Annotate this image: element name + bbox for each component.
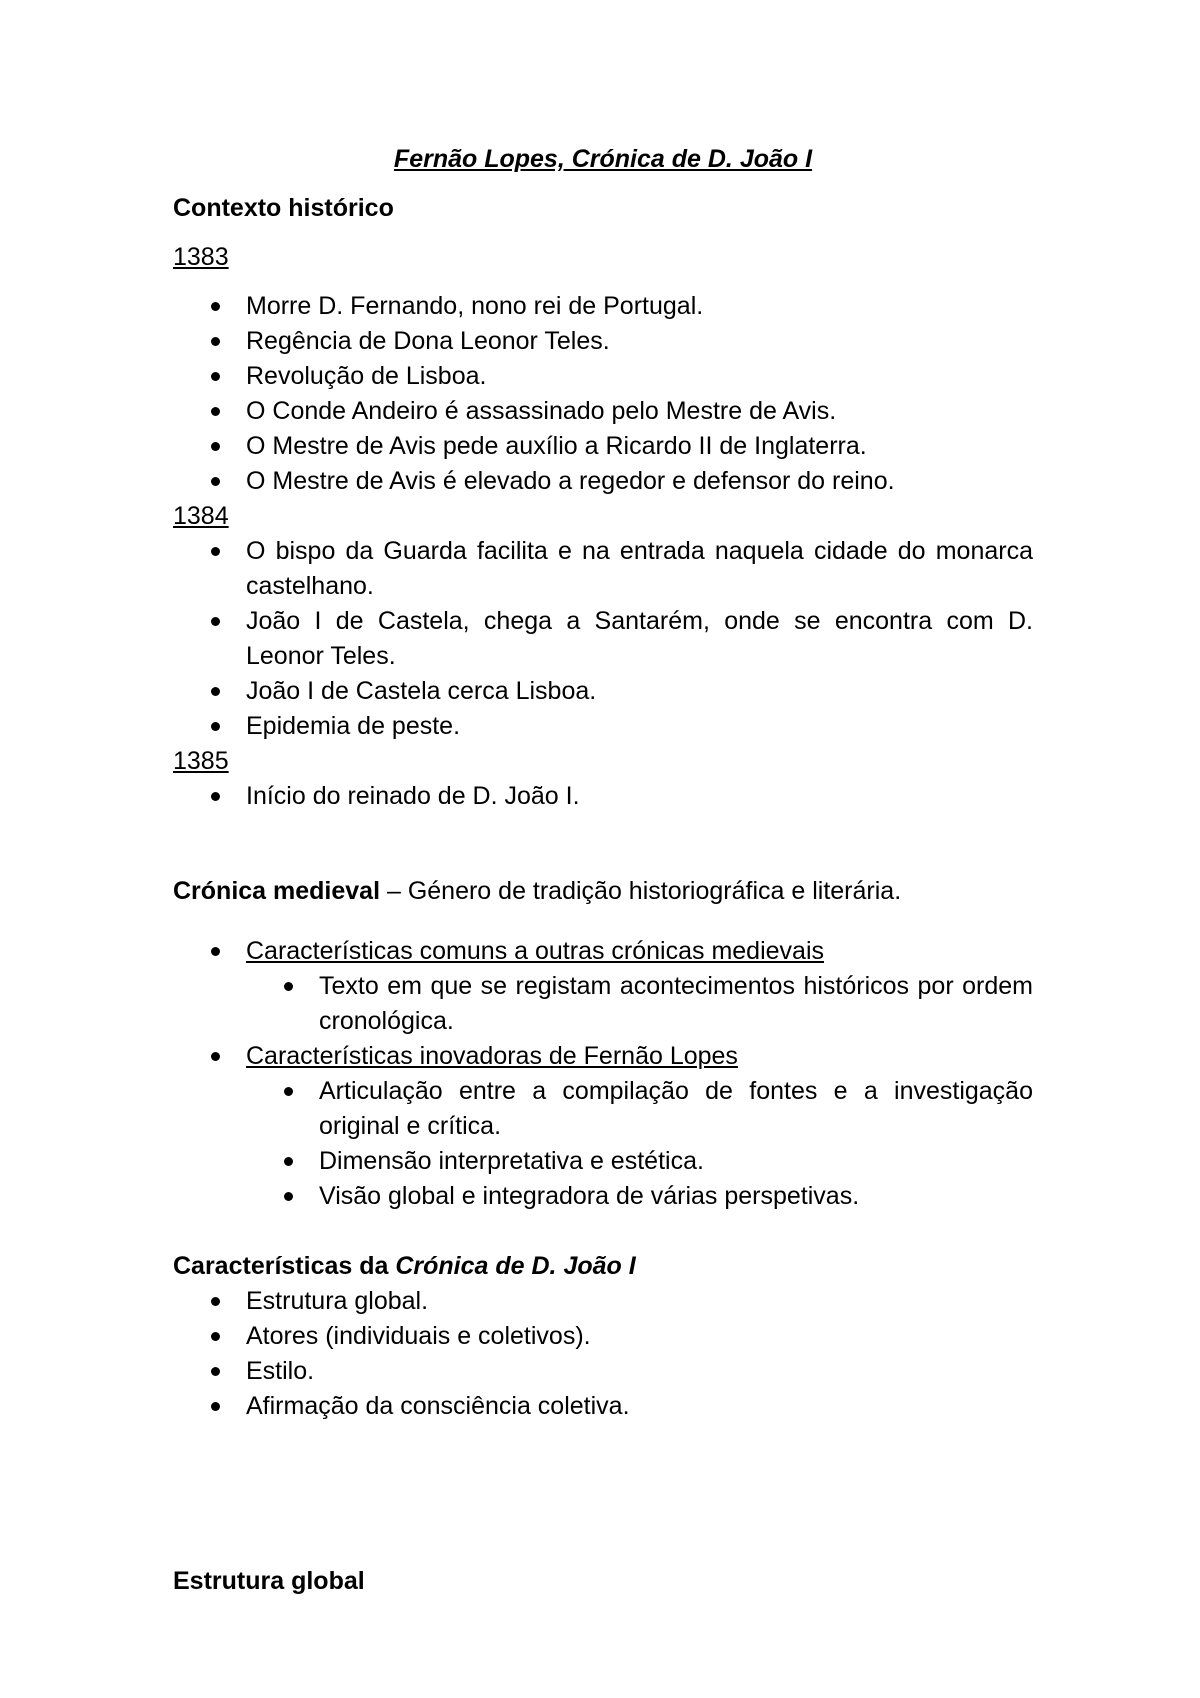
year-1385: 1385	[173, 747, 229, 775]
list-item: Regência de Dona Leonor Teles.	[173, 324, 1033, 359]
document-content	[173, 142, 1033, 1599]
sublist-comuns	[173, 969, 1033, 1039]
heading-caracteristicas-title: Crónica de D. João I	[395, 1252, 636, 1280]
list-item: Estilo.	[173, 1354, 1033, 1389]
list-item: João I de Castela cerca Lisboa.	[173, 674, 1033, 709]
group-label-inovadoras: Características inovadoras de Fernão Lopes	[246, 1042, 738, 1070]
list-item: O Mestre de Avis é elevado a regedor e defensor do reino.	[173, 464, 1033, 499]
list-item: Epidemia de peste.	[173, 709, 1033, 744]
heading-caracteristicas	[173, 1249, 1033, 1284]
year-1383: 1383	[173, 243, 229, 271]
list-item: Revolução de Lisboa.	[173, 359, 1033, 394]
list-item: Morre D. Fernando, nono rei de Portugal.	[173, 289, 1033, 324]
list-item: O Mestre de Avis pede auxílio a Ricardo II de Inglaterra.	[173, 429, 1033, 464]
list-item: Início do reinado de D. João I.	[173, 779, 1033, 814]
list-item: Visão global e integradora de várias perspetivas.	[173, 1179, 1033, 1214]
list-item: Atores (individuais e coletivos).	[173, 1319, 1033, 1354]
heading-cronica-medieval: Crónica medieval	[173, 877, 381, 905]
document-title: Fernão Lopes, Crónica de D. João I	[393, 145, 813, 173]
list-item: Estrutura global.	[173, 1284, 1033, 1319]
list-1385	[173, 779, 1033, 814]
list-item: Dimensão interpretativa e estética.	[173, 1144, 1033, 1179]
cronica-groups-2	[173, 1039, 1033, 1074]
heading-estrutura-global: Estrutura global	[173, 1567, 365, 1595]
cronica-groups	[173, 934, 1033, 969]
group-comuns	[173, 934, 1033, 969]
list-item: João I de Castela, chega a Santarém, onde se encontra com D. Leonor Teles.	[173, 604, 1033, 674]
year-1384: 1384	[173, 502, 229, 530]
list-item: O Conde Andeiro é assassinado pelo Mestre de Avis.	[173, 394, 1033, 429]
list-item: Afirmação da consciência coletiva.	[173, 1389, 1033, 1424]
list-item: Articulação entre a compilação de fontes e a investigação original e crítica.	[173, 1074, 1033, 1144]
list-item: O bispo da Guarda facilita e na entrada naquela cidade do monarca castelhano.	[173, 534, 1033, 604]
group-label-comuns: Características comuns a outras crónicas medievais	[246, 937, 825, 965]
sublist-inovadoras	[173, 1074, 1033, 1214]
group-inovadoras	[173, 1039, 1033, 1074]
list-item: Texto em que se registam acontecimentos históricos por ordem cronológica.	[173, 969, 1033, 1039]
list-1384	[173, 534, 1033, 744]
heading-caracteristicas-prefix: Características da	[173, 1252, 396, 1280]
list-1383	[173, 289, 1033, 499]
heading-contexto-historico: Contexto histórico	[173, 194, 394, 222]
cronica-medieval-definition: – Género de tradição historiográfica e literária.	[380, 877, 902, 905]
cronica-medieval-paragraph	[173, 874, 1033, 909]
list-caracteristicas	[173, 1284, 1033, 1424]
